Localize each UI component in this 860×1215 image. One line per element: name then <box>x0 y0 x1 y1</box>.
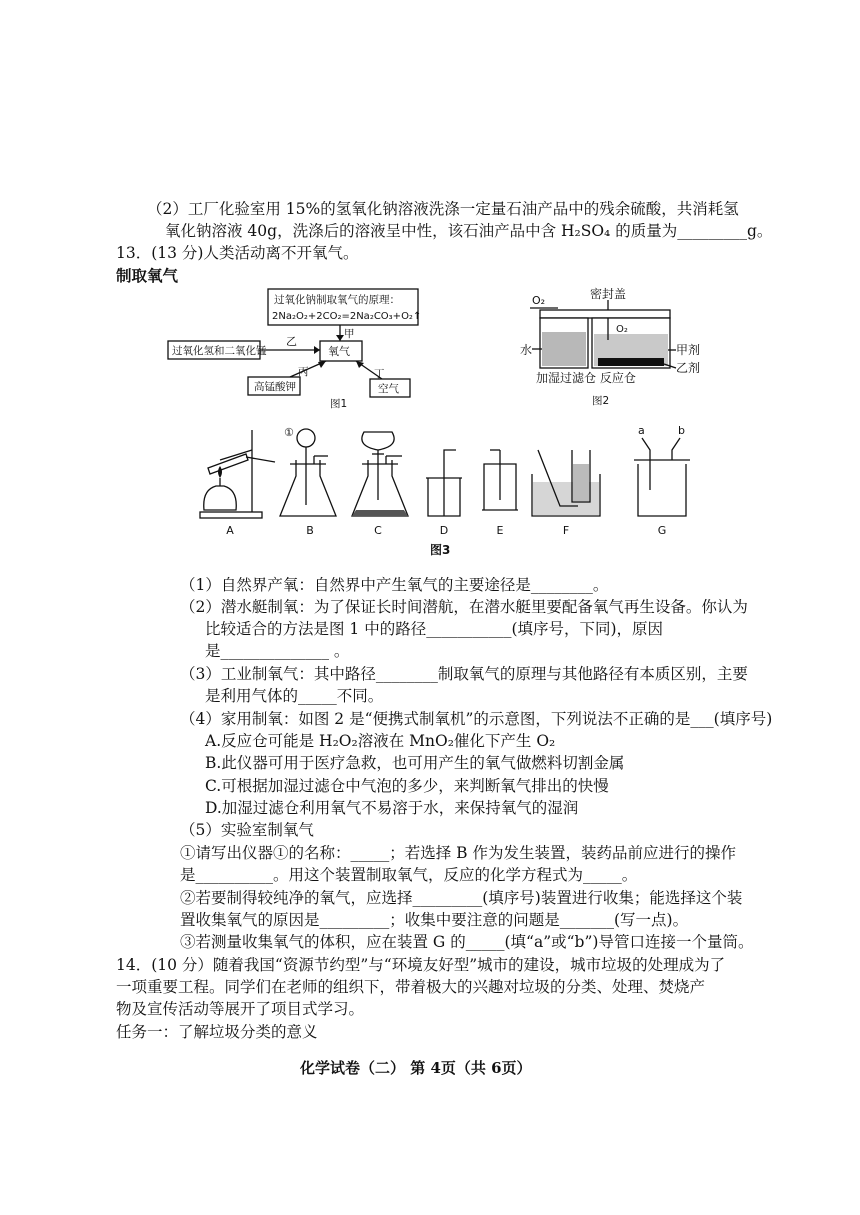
fig1-top-box-line1: 过氧化钠制取氧气的原理： <box>274 294 400 306</box>
option-a: A.反应仓可能是 H₂O₂溶液在 MnO₂催化下产生 O₂ <box>205 732 556 750</box>
fig2-agent-jia: 甲剂 <box>676 343 701 357</box>
option-d: D.加湿过滤仓利用氧气不易溶于水，来保持氧气的湿润 <box>205 799 579 817</box>
text-line-q2b: 比较适合的方法是图 1 中的路径___________(填序号，下同)，原因 <box>205 620 664 638</box>
fig2-water-label: 水 <box>520 343 533 357</box>
question-14-line2: 一项重要工程。同学们在老师的组织下，带着极大的兴趣对垃圾的分类、处理、焚烧产 <box>116 978 706 996</box>
fig2-o2-left: O₂ <box>532 294 546 307</box>
question-14-line1: 14．(10 分）随着我国“资源节约型”与“环境友好型”城市的建设，城市垃圾的处理成为了 <box>116 956 726 974</box>
text-line-q5-1a: ①请写出仪器①的名称：_____；若选择 B 作为发生装置，装药品前应进行的操作 <box>180 844 736 862</box>
text-line-1: （2）工厂化验室用 15%的氢氧化钠溶液洗涤一定量石油产品中的残余硫酸，共消耗氢 <box>147 200 739 218</box>
figure-1 <box>160 285 430 410</box>
fig2-bottom-label: 加湿过滤仓 反应仓 <box>536 371 636 385</box>
fig3-label-e: E <box>496 524 504 537</box>
fig3-port-b: b <box>678 424 685 437</box>
fig1-path-bing: 丙 <box>298 366 309 378</box>
fig3-caption: 图3 <box>430 543 451 557</box>
section-heading: 制取氧气 <box>116 266 179 285</box>
fig1-path-jia: 甲 <box>344 328 355 340</box>
fig1-top-box-line2: 2Na₂O₂+2CO₂=2Na₂CO₃+O₂↑ <box>272 311 422 322</box>
text-line-q5-2a: ②若要制得较纯净的氧气，应选择_________(填序号)装置进行收集；能选择这个装 <box>180 889 743 907</box>
apparatus-a <box>200 430 275 518</box>
apparatus-c <box>352 432 408 516</box>
option-c: C.可根据加湿过滤仓中气泡的多少，来判断氧气排出的快慢 <box>205 777 609 795</box>
text-line-q5-3: ③若测量收集氧气的体积，应在装置 G 的_____(填“a”或“b”)导管口连接一个量筒。 <box>180 933 754 951</box>
fig1-center-box: 氧气 <box>328 345 350 358</box>
text-line-q3b: 是利用气体的_____不同。 <box>205 687 384 705</box>
fig3-marker-1: ① <box>284 426 294 439</box>
fig3-label-b: B <box>306 524 314 537</box>
fig1-path-ding: 丁 <box>374 368 385 380</box>
fig3-label-c: C <box>374 524 382 537</box>
text-line-q2a: （2）潜水艇制氧：为了保证长时间潜航，在潜水艇里要配备氧气再生设备。你认为 <box>180 598 748 616</box>
fig1-caption: 图1 <box>330 398 348 410</box>
fig2-agent-yi: 乙剂 <box>676 361 701 375</box>
fig3-label-f: F <box>562 524 570 537</box>
fig3-port-a: a <box>638 424 645 437</box>
fig1-path-yi: 乙 <box>286 335 297 348</box>
figure-2 <box>520 282 710 410</box>
option-b: B.此仪器可用于医疗急救，也可用产生的氧气做燃料切割金属 <box>205 754 625 772</box>
apparatus-d <box>426 450 462 516</box>
fig1-left-box: 过氧化氢和二氧化锰 <box>172 345 267 357</box>
page-footer: 化学试卷（二） 第 4页（共 6页） <box>300 1059 532 1077</box>
fig2-caption: 图2 <box>592 395 610 407</box>
apparatus-e <box>482 450 518 510</box>
text-line-q5: （5）实验室制氧气 <box>180 821 314 839</box>
fig1-bottom-right-box: 空气 <box>378 383 399 395</box>
fig2-o2-inner: O₂ <box>616 324 628 335</box>
question-14-line3: 物及宣传活动等展开了项目式学习。 <box>116 1000 365 1018</box>
apparatus-f <box>532 450 600 516</box>
figure-3 <box>190 420 710 560</box>
text-line-q4: （4）家用制氧：如图 2 是“便携式制氧机”的示意图，下列说法不正确的是___(填序号) <box>180 710 773 728</box>
text-line-q5-2b: 置收集氧气的原因是_________；收集中要注意的问题是_______(写一点)。 <box>180 911 689 929</box>
question-13-heading: 13．(13 分)人类活动离不开氧气。 <box>116 244 359 262</box>
fig2-seal-label: 密封盖 <box>590 287 627 301</box>
task-one: 任务一：了解垃圾分类的意义 <box>116 1023 318 1041</box>
text-line-q3a: （3）工业制氧气：其中路径________制取氧气的原理与其他路径有本质区别，主要 <box>180 665 748 683</box>
text-line-2: 氧化钠溶液 40g，洗涤后的溶液呈中性，该石油产品中含 H₂SO₄ 的质量为_________g。 <box>165 222 773 240</box>
text-line-q2c: 是______________ 。 <box>205 642 350 660</box>
apparatus-b <box>280 426 336 516</box>
text-line-q1: （1）自然界产氧：自然界中产生氧气的主要途径是________。 <box>180 576 609 594</box>
fig3-labels <box>226 524 666 537</box>
fig3-label-a: A <box>226 524 234 537</box>
fig3-label-g: G <box>657 524 667 537</box>
text-line-q5-1b: 是__________。用这个装置制取氧气，反应的化学方程式为_____。 <box>180 866 638 884</box>
apparatus-g <box>634 424 690 516</box>
fig3-label-d: D <box>439 524 449 537</box>
fig1-bottom-left-box: 高锰酸钾 <box>254 381 296 393</box>
